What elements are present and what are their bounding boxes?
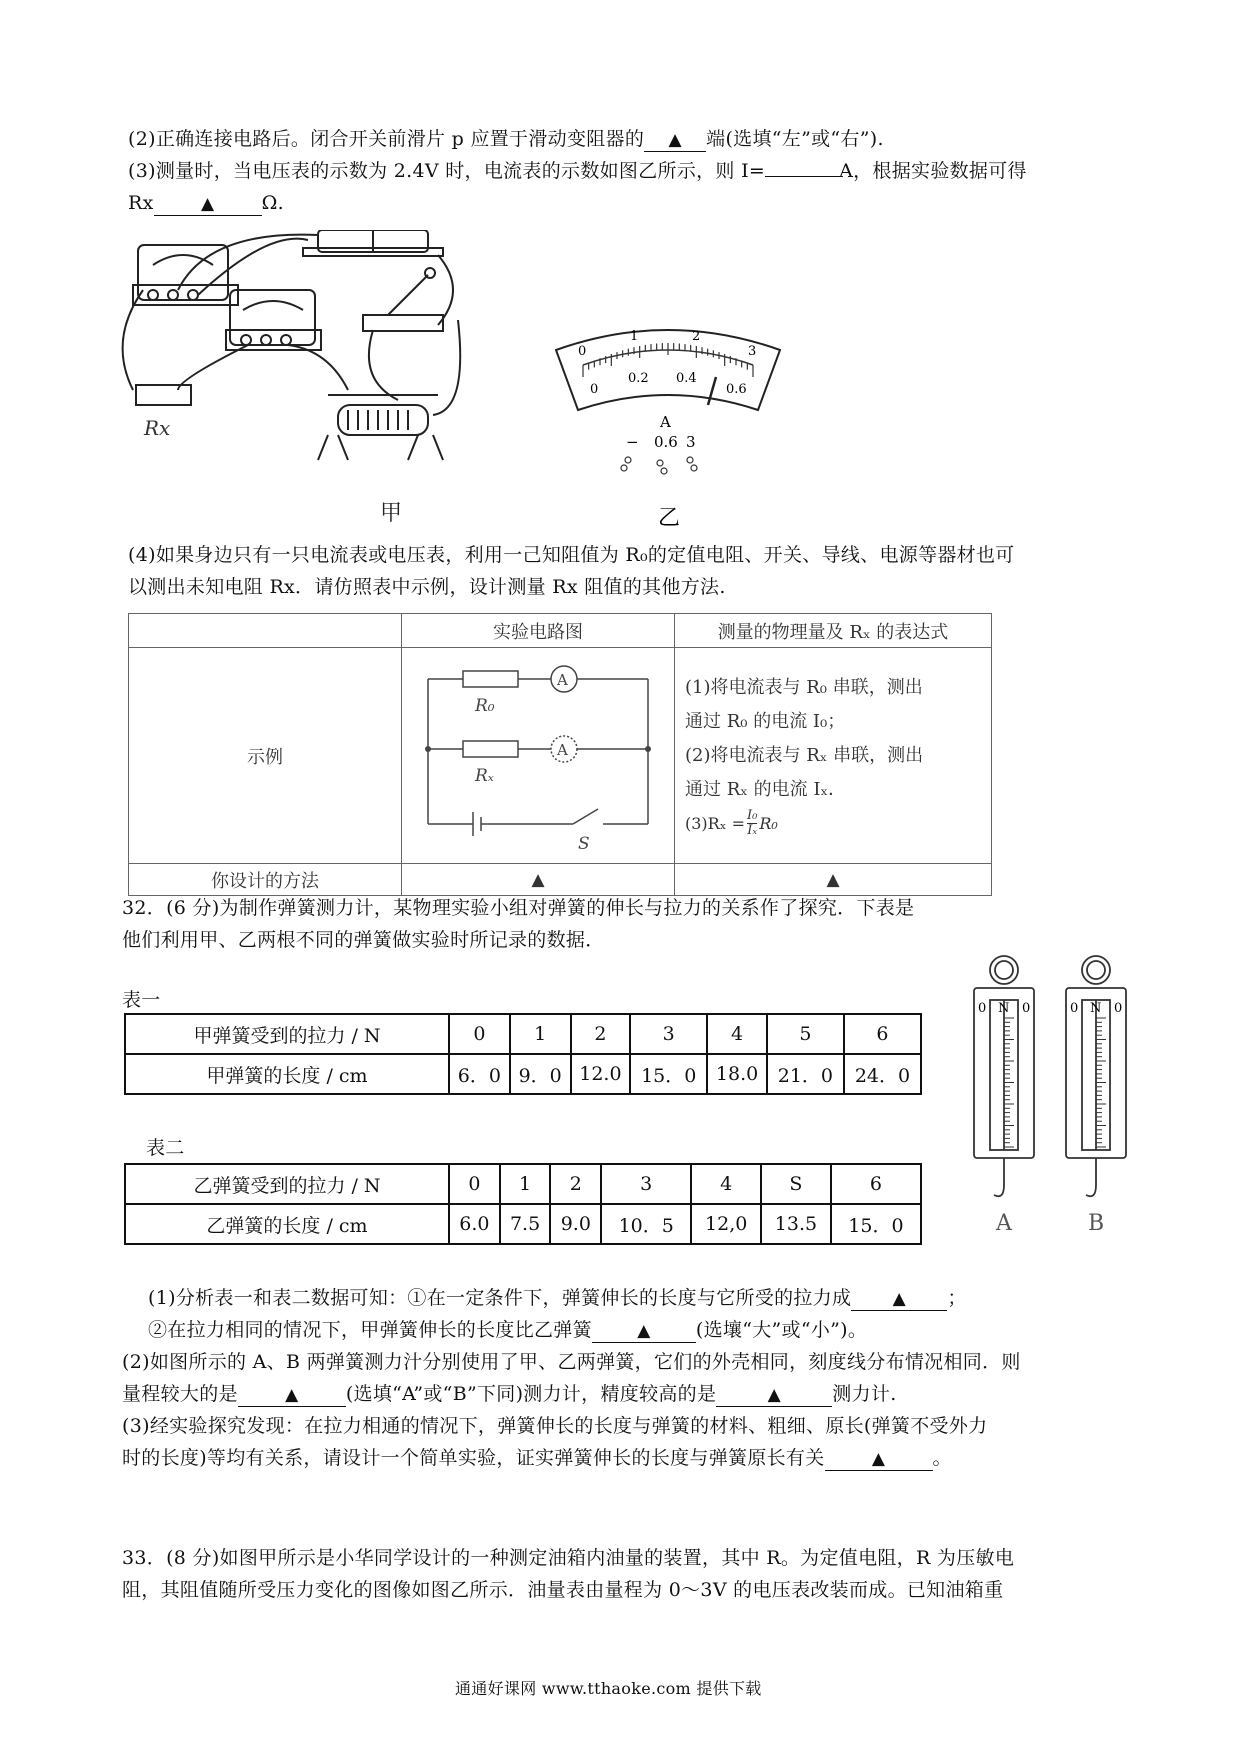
answer-blank[interactable]: ▲ [825, 1447, 933, 1471]
your-expression-answer[interactable]: ▲ [675, 864, 992, 896]
table-cell: 4 [691, 1164, 761, 1204]
step-line-1: (1)将电流表与 R₀ 串联，测出 [685, 676, 923, 698]
top-scale-2: 2 [692, 329, 701, 344]
answer-blank[interactable]: ▲ [644, 128, 706, 152]
table-cell: 6.0 [449, 1204, 500, 1244]
terminal-minus: − [626, 433, 639, 451]
bottom-scale-0: 0 [590, 382, 599, 397]
table-cell: 10．5 [601, 1204, 691, 1244]
q32-intro-line2: 他们利用甲、乙两根不同的弹簧做实验时所记录的数据． [122, 929, 605, 951]
your-method-label: 你设计的方法 [129, 864, 402, 896]
top-scale-1: 1 [630, 329, 639, 344]
header-expression: 测量的物理量及 Rₓ 的表达式 [675, 614, 992, 648]
rheostat-device [338, 405, 428, 435]
page-footer: 通通好课网 www.tthaoke.com 提供下载 [455, 1679, 762, 1698]
table-cell: 12.0 [571, 1054, 631, 1094]
terminal-06: 0.6 [654, 433, 678, 451]
meter-label-1: A [557, 671, 568, 689]
answer-blank[interactable]: ▲ [238, 1383, 346, 1407]
answer-blank[interactable]: ▲ [592, 1319, 696, 1343]
design-table [128, 613, 992, 896]
dial-unit: A [660, 413, 671, 431]
rx-resistor-symbol [463, 741, 518, 757]
example-circuit-diagram [403, 649, 671, 857]
ammeter-dial-figure [548, 325, 788, 540]
spring-scales-figure [960, 950, 1140, 1235]
table-cell: 2 [550, 1164, 601, 1204]
terminal-3: 3 [686, 433, 696, 451]
table-cell: 5 [767, 1014, 844, 1054]
formula: (3)Rₓ = $\frac{\text{I₀}}{\text{Iₓ}}$ R₀ [685, 808, 778, 838]
table-cell: 18.0 [707, 1054, 767, 1094]
header-empty [129, 614, 402, 648]
scale-a-zero-right: 0 [1022, 1001, 1031, 1016]
resistance-answer-blank[interactable]: ▲ [154, 192, 262, 216]
table2-length-label: 乙弹簧的长度 / cm [125, 1204, 449, 1244]
scale-b-zero-right: 0 [1114, 1001, 1123, 1016]
scale-b-label: B [1088, 1211, 1105, 1235]
q31-part2: (2)正确连接电路后。闭合开关前滑片 p 应置于滑动变阻器的 ▲ 端(选填“左”或“右”). [128, 128, 884, 150]
table2-title: 表二 [146, 1137, 185, 1159]
table-cell: 15．0 [630, 1054, 707, 1094]
scale-a-label: A [996, 1211, 1012, 1235]
q32-part2-line2: 量程较大的是 ▲ (选填“A”或“B”下同)测力计，精度较高的是 ▲ 测力计. [122, 1383, 897, 1405]
spring-scale-b [1066, 956, 1126, 1196]
answer-blank[interactable]: ▲ [716, 1383, 832, 1407]
step-line-3: (2)将电流表与 Rₓ 串联，测出 [685, 744, 924, 766]
q32-part1b: ②在拉力相同的情况下，甲弹簧伸长的长度比乙弹簧 ▲ (选壤“大”或“小”)。 [148, 1319, 868, 1341]
switch-device [363, 315, 443, 331]
bottom-scale-06: 0.6 [726, 382, 747, 397]
example-circuit-cell [402, 648, 675, 864]
q31-part4-line2: 以测出未知电阻 Rx．请仿照表中示例，设计测量 Rx 阻值的其他方法. [128, 576, 726, 598]
q32-part3-line1: (3)经实验探究发现：在拉力相通的情况下，弹簧伸长的长度与弹簧的材料、粗细、原长(弹簧不受外力 [122, 1415, 988, 1437]
example-steps-cell [675, 648, 992, 864]
switch-label: S [578, 834, 590, 854]
scale-a-zero: 0 [978, 1001, 987, 1016]
table-cell: S [761, 1164, 831, 1204]
table-cell: 0 [449, 1014, 510, 1054]
step-line-2: 通过 R₀ 的电流 I₀； [685, 710, 846, 732]
top-scale-0: 0 [578, 344, 587, 359]
table-cell: 24．0 [844, 1054, 921, 1094]
table-cell: 9.0 [550, 1204, 601, 1244]
q31-part3-line2: Rx ▲ Ω. [128, 192, 285, 214]
bottom-scale-02: 0.2 [628, 371, 649, 386]
q32-part1a: (1)分析表一和表二数据可知：①在一定条件下，弹簧伸长的长度与它所受的拉力成 ▲ ； [148, 1287, 967, 1309]
q32-part2-line1: (2)如图所示的 A、B 两弹簧测力汁分别使用了甲、乙两弹簧，它们的外壳相同，刻度线分布情况相同．则 [122, 1351, 1021, 1373]
table-cell: 6．0 [449, 1054, 510, 1094]
meter-label-2: A [557, 741, 568, 759]
step-line-4: 通过 Rₓ 的电流 Iₓ． [685, 778, 847, 800]
scale-b-zero: 0 [1070, 1001, 1079, 1016]
answer-blank[interactable]: ▲ [851, 1287, 947, 1311]
scale-b-n: N [1090, 1001, 1102, 1016]
rx-label: Rx [144, 416, 171, 440]
table-1 [124, 1013, 922, 1095]
table-2 [124, 1163, 922, 1245]
table2-force-label: 乙弹簧受到的拉力 / N [125, 1164, 449, 1204]
header-circuit: 实验电路图 [402, 614, 675, 648]
r0-label: R₀ [475, 696, 495, 716]
r0-resistor [463, 671, 518, 687]
dial-face [556, 330, 780, 410]
example-label: 示例 [129, 648, 402, 864]
table-cell: 15．0 [831, 1204, 921, 1244]
table-cell: 7.5 [500, 1204, 551, 1244]
table-cell: 9．0 [510, 1054, 571, 1094]
figure-caption-jia: 甲 [380, 501, 403, 526]
q33-line2: 阻，其阻值随所受压力变化的图像如图乙所示．油量表由量程为 0～3V 的电压表改装而成。已知油箱重 [122, 1579, 1004, 1601]
top-scale-3: 3 [748, 344, 757, 359]
table-cell: 13.5 [761, 1204, 831, 1244]
table-cell: 21．0 [767, 1054, 844, 1094]
table-cell: 12,0 [691, 1204, 761, 1244]
table-cell: 1 [500, 1164, 551, 1204]
table-cell: 4 [707, 1014, 767, 1054]
table-cell: 6 [831, 1164, 921, 1204]
rx-resistor [136, 385, 191, 405]
table1-length-label: 甲弹簧的长度 / cm [125, 1054, 449, 1094]
q33-line1: 33．(8 分)如图甲所示是小华同学设计的一种测定油箱内油量的装置，其中 R。为定值电阻，R 为压敏电 [122, 1547, 1015, 1569]
table1-title: 表一 [122, 989, 161, 1011]
spring-scale-a [974, 956, 1034, 1196]
switch-symbol [573, 809, 598, 824]
current-answer-blank[interactable] [765, 176, 839, 177]
table-cell: 6 [844, 1014, 921, 1054]
table-cell: 3 [601, 1164, 691, 1204]
figure-caption-yi: 乙 [658, 506, 681, 531]
scale-a-n: N [998, 1001, 1010, 1016]
table-cell: 0 [449, 1164, 500, 1204]
apparatus-figure [118, 230, 538, 530]
table-cell: 3 [630, 1014, 707, 1054]
table1-force-label: 甲弹簧受到的拉力 / N [125, 1014, 449, 1054]
table-cell: 2 [571, 1014, 631, 1054]
q32-part3-line2: 时的长度)等均有关系，请设计一个简单实验，证实弹簧伸长的长度与弹簧原长有关 ▲ 。 [122, 1447, 952, 1469]
q31-part3-line1: (3)测量时，当电压表的示数为 2.4V 时，电流表的示数如图乙所示，则 I= A，根据实验数据可得 [128, 160, 1027, 182]
dial-needle [708, 377, 716, 405]
q31-part4-line1: (4)如果身边只有一只电流表或电压表，利用一己知阻值为 R₀的定值电阻、开关、导线、电源等器材也可 [128, 544, 1015, 566]
bottom-scale-04: 0.4 [676, 371, 697, 386]
q32-intro-line1: 32．(6 分)为制作弹簧测力计，某物理实验小组对弹簧的伸长与拉力的关系作了探究．下表是 [122, 897, 915, 919]
your-circuit-answer[interactable]: ▲ [402, 864, 675, 896]
table-cell: 1 [510, 1014, 571, 1054]
rx-label-circuit: Rₓ [475, 766, 494, 786]
